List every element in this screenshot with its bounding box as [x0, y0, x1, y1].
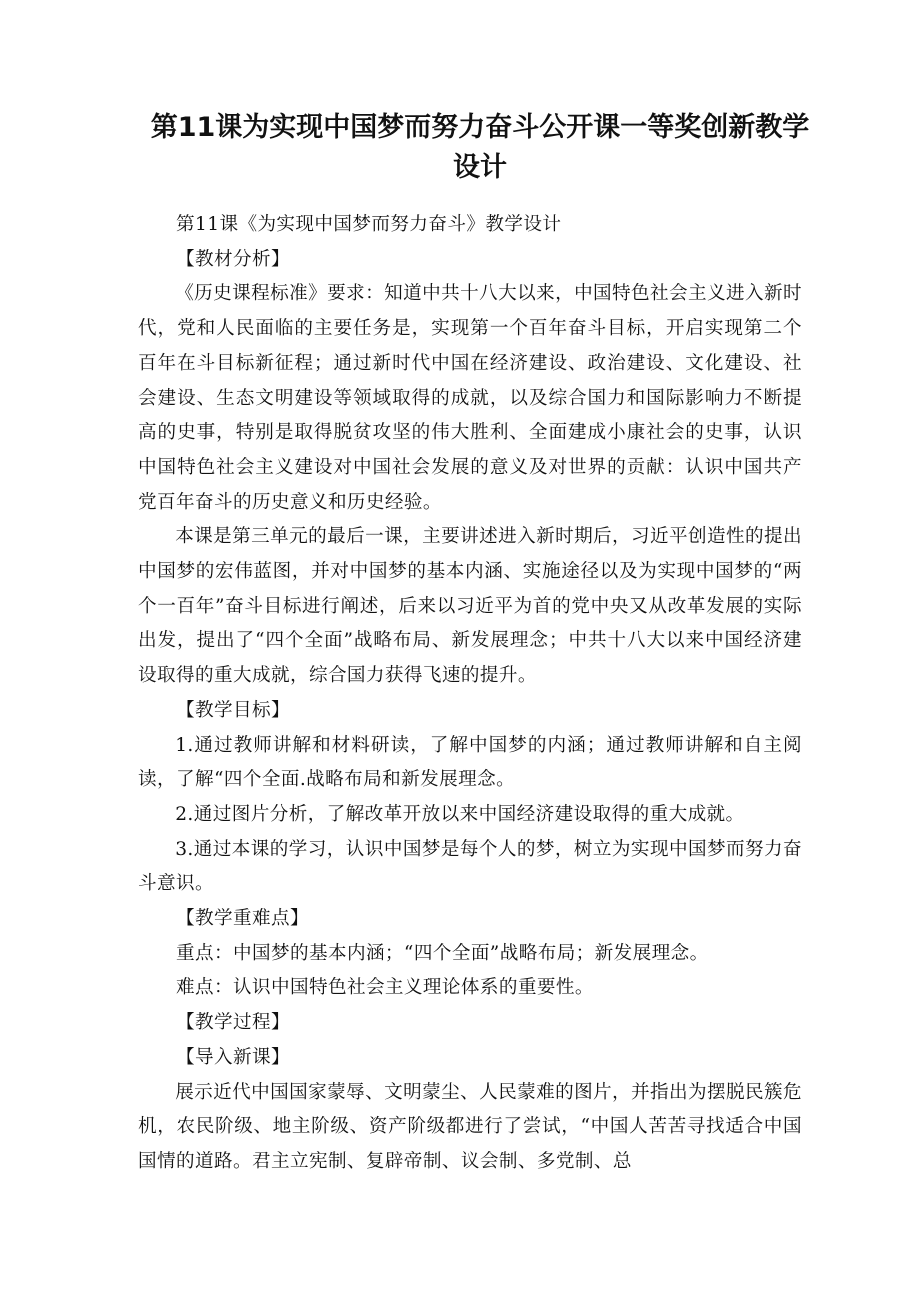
key-points-line: 重点：中国梦的基本内涵；“四个全面”战略布局；新发展理念。	[176, 942, 709, 964]
section-label-textbook-analysis: 【教材分析】	[176, 248, 290, 270]
goal-item-3: 3.通过本课的学习，认识中国梦是每个人的梦，树立为实现中国梦而努力奋斗意识。	[138, 838, 802, 895]
section-label-key-difficult-points: 【教学重难点】	[176, 908, 309, 930]
document-body	[138, 208, 802, 1180]
goal-item-2: 2.通过图片分析，了解改革开放以来中国经济建设取得的重大成就。	[175, 803, 745, 825]
section-label-new-lesson-intro: 【导入新课】	[176, 1046, 290, 1068]
section-label-teaching-process: 【教学过程】	[176, 1012, 290, 1034]
difficult-points-line: 难点：认识中国特色社会主义理论体系的重要性。	[176, 977, 594, 999]
goal-item-1: 1.通过教师讲解和材料研读，了解中国梦的内涵；通过教师讲解和自主阅读，了解“四个全面.战略布局和新发展理念。	[138, 734, 802, 791]
section-label-teaching-goals: 【教学目标】	[176, 699, 290, 721]
paragraph-lesson-overview: 本课是第三单元的最后一课，主要讲述进入新时期后，习近平创造性的提出中国梦的宏伟蓝图，并对中国梦的基本内涵、实施途径以及为实现中国梦的“两个一百年”奋斗目标进行阐述，后来以习近平为首的党中央又从改革发展的实际出发，提出了“四个全面”战略布局、新发展理念；中共十八大以来中国经济建设取得的重大成就，综合国力获得飞速的提升。	[138, 526, 802, 687]
paragraph-curriculum-standard: 《历史课程标准》要求：知道中共十八大以来，中国特色社会主义进入新时代，党和人民面临的主要任务是，实现第一个百年奋斗目标，开启实现第二个百年在斗目标新征程；通过新时代中国在经济建设、政治建设、文化建设、社会建设、生态文明建设等领域取得的成就，以及综合国力和国际影响力不断提高的史事，特别是取得脱贫攻坚的伟大胜利、全面建成小康社会的史事，认识中国特色社会主义建设对中国社会发展的意义及对世界的贡献：认识中国共产党百年奋斗的历史意义和历史经验。	[138, 283, 802, 513]
paragraph-intro-activity: 展示近代中国国家蒙辱、文明蒙尘、人民蒙难的图片，并指出为摆脱民簇危机，农民阶级、地主阶级、资产阶级都进行了尝试，“中国人苦苦寻找适合中国国情的道路。君主立宪制、复辟帝制、议会制、多党制、总	[138, 1081, 802, 1172]
document-title: 第11课为实现中国梦而努力奋斗公开课一等奖创新教学设计	[150, 112, 810, 183]
lesson-heading: 第11课《为实现中国梦而努力奋斗》教学设计	[176, 214, 562, 235]
